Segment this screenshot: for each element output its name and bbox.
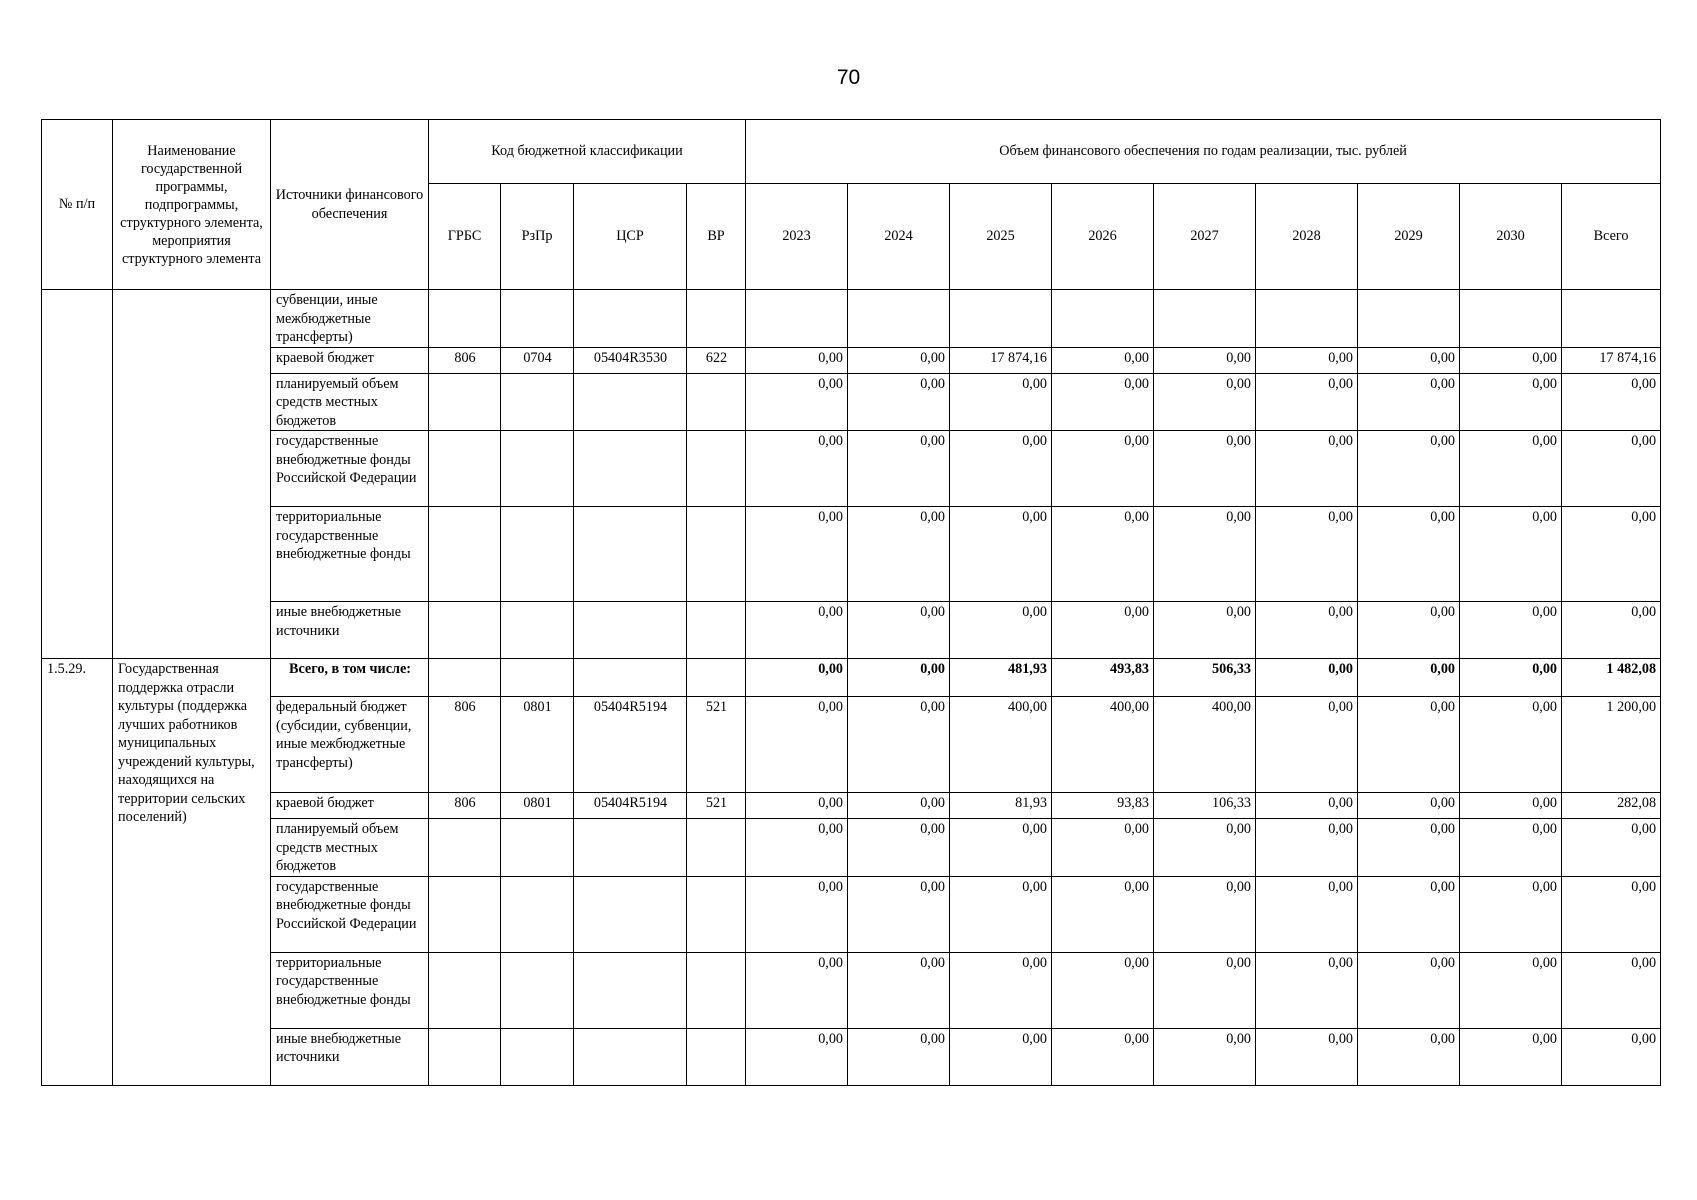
year-value-cell: 0,00 bbox=[848, 697, 950, 793]
year-value-cell: 0,00 bbox=[848, 602, 950, 659]
year-value-cell: 0,00 bbox=[1154, 876, 1256, 952]
total-value-cell: 0,00 bbox=[1562, 876, 1661, 952]
year-value-cell: 0,00 bbox=[950, 819, 1052, 877]
year-value-cell: 0,00 bbox=[1358, 1028, 1460, 1085]
year-value-cell: 0,00 bbox=[746, 347, 848, 373]
year-value-cell: 0,00 bbox=[1052, 952, 1154, 1028]
row-number-cell bbox=[42, 290, 113, 659]
budget-code-cell bbox=[574, 876, 687, 952]
budget-code-cell: 05404R3530 bbox=[574, 347, 687, 373]
header-source: Источники финансового обеспечения bbox=[271, 120, 429, 290]
budget-code-cell: 806 bbox=[429, 347, 501, 373]
year-value-cell: 0,00 bbox=[1052, 431, 1154, 507]
page-number: 70 bbox=[836, 66, 861, 89]
row-number-cell: 1.5.29. bbox=[42, 659, 113, 1086]
budget-code-cell: 521 bbox=[687, 697, 746, 793]
year-value-cell: 0,00 bbox=[1154, 373, 1256, 431]
budget-code-cell bbox=[687, 431, 746, 507]
year-value-cell bbox=[746, 290, 848, 348]
budget-code-cell bbox=[429, 602, 501, 659]
year-value-cell bbox=[1460, 290, 1562, 348]
total-value-cell: 0,00 bbox=[1562, 431, 1661, 507]
year-value-cell: 0,00 bbox=[1460, 431, 1562, 507]
total-value-cell: 1 200,00 bbox=[1562, 697, 1661, 793]
year-value-cell: 0,00 bbox=[1256, 1028, 1358, 1085]
year-value-cell: 0,00 bbox=[848, 876, 950, 952]
budget-table bbox=[41, 119, 1661, 1086]
budget-code-cell bbox=[687, 373, 746, 431]
year-value-cell: 0,00 bbox=[848, 659, 950, 697]
budget-code-cell bbox=[501, 876, 574, 952]
header-code-grbs: ГРБС bbox=[429, 184, 501, 290]
year-value-cell: 0,00 bbox=[848, 347, 950, 373]
year-value-cell: 0,00 bbox=[1052, 507, 1154, 602]
budget-code-cell bbox=[501, 952, 574, 1028]
year-value-cell: 0,00 bbox=[1358, 602, 1460, 659]
year-value-cell: 0,00 bbox=[1358, 373, 1460, 431]
table-row bbox=[42, 793, 1661, 819]
budget-code-cell bbox=[687, 507, 746, 602]
year-value-cell: 0,00 bbox=[1358, 697, 1460, 793]
year-value-cell: 0,00 bbox=[746, 952, 848, 1028]
budget-code-cell bbox=[501, 431, 574, 507]
total-value-cell: 0,00 bbox=[1562, 819, 1661, 877]
budget-code-cell bbox=[429, 819, 501, 877]
year-value-cell: 0,00 bbox=[1052, 347, 1154, 373]
year-value-cell: 0,00 bbox=[1460, 697, 1562, 793]
budget-code-cell bbox=[574, 1028, 687, 1085]
header-year: 2026 bbox=[1052, 184, 1154, 290]
budget-code-cell bbox=[687, 602, 746, 659]
year-value-cell: 400,00 bbox=[950, 697, 1052, 793]
year-value-cell: 0,00 bbox=[950, 952, 1052, 1028]
funding-source-cell: краевой бюджет bbox=[271, 793, 429, 819]
budget-code-cell bbox=[574, 431, 687, 507]
header-budget-code-group: Код бюджетной классификации bbox=[429, 120, 746, 184]
year-value-cell: 0,00 bbox=[1154, 819, 1256, 877]
year-value-cell: 0,00 bbox=[1256, 819, 1358, 877]
budget-code-cell: 0801 bbox=[501, 793, 574, 819]
funding-source-cell: планируемый объем средств местных бюджетов bbox=[271, 819, 429, 877]
year-value-cell: 0,00 bbox=[1052, 602, 1154, 659]
year-value-cell: 0,00 bbox=[746, 819, 848, 877]
funding-source-cell: государственные внебюджетные фонды Российской Федерации bbox=[271, 431, 429, 507]
year-value-cell: 0,00 bbox=[848, 431, 950, 507]
measure-name-cell bbox=[113, 290, 271, 659]
year-value-cell bbox=[1256, 290, 1358, 348]
budget-code-cell bbox=[574, 602, 687, 659]
budget-code-cell bbox=[501, 819, 574, 877]
total-value-cell: 282,08 bbox=[1562, 793, 1661, 819]
year-value-cell: 0,00 bbox=[848, 952, 950, 1028]
funding-source-cell: планируемый объем средств местных бюджетов bbox=[271, 373, 429, 431]
budget-code-cell bbox=[429, 507, 501, 602]
table-row bbox=[42, 431, 1661, 507]
year-value-cell: 0,00 bbox=[1154, 952, 1256, 1028]
year-value-cell: 0,00 bbox=[1460, 793, 1562, 819]
year-value-cell: 506,33 bbox=[1154, 659, 1256, 697]
year-value-cell: 17 874,16 bbox=[950, 347, 1052, 373]
header-year: 2025 bbox=[950, 184, 1052, 290]
year-value-cell: 0,00 bbox=[746, 373, 848, 431]
year-value-cell: 400,00 bbox=[1052, 697, 1154, 793]
year-value-cell: 0,00 bbox=[1358, 952, 1460, 1028]
year-value-cell: 0,00 bbox=[1358, 507, 1460, 602]
funding-source-cell: федеральный бюджет (субсидии, субвенции, иные межбюджетные трансферты) bbox=[271, 697, 429, 793]
table-row bbox=[42, 373, 1661, 431]
year-value-cell: 0,00 bbox=[1460, 876, 1562, 952]
budget-code-cell bbox=[429, 659, 501, 697]
year-value-cell: 0,00 bbox=[950, 373, 1052, 431]
year-value-cell: 0,00 bbox=[848, 793, 950, 819]
year-value-cell: 0,00 bbox=[746, 876, 848, 952]
budget-code-cell bbox=[429, 290, 501, 348]
year-value-cell: 93,83 bbox=[1052, 793, 1154, 819]
header-code-csr: ЦСР bbox=[574, 184, 687, 290]
funding-source-cell: иные внебюджетные источники bbox=[271, 602, 429, 659]
year-value-cell: 481,93 bbox=[950, 659, 1052, 697]
year-value-cell: 0,00 bbox=[1256, 373, 1358, 431]
budget-code-cell bbox=[687, 1028, 746, 1085]
budget-code-cell bbox=[501, 659, 574, 697]
funding-source-cell: краевой бюджет bbox=[271, 347, 429, 373]
budget-code-cell: 806 bbox=[429, 697, 501, 793]
year-value-cell: 0,00 bbox=[1358, 347, 1460, 373]
year-value-cell: 0,00 bbox=[1460, 659, 1562, 697]
budget-code-cell: 0801 bbox=[501, 697, 574, 793]
budget-code-cell bbox=[687, 819, 746, 877]
budget-code-cell bbox=[574, 507, 687, 602]
budget-code-cell: 05404R5194 bbox=[574, 793, 687, 819]
year-value-cell: 0,00 bbox=[1256, 793, 1358, 819]
budget-code-cell: 0704 bbox=[501, 347, 574, 373]
table-row bbox=[42, 876, 1661, 952]
budget-code-cell bbox=[687, 290, 746, 348]
funding-source-cell: Всего, в том числе: bbox=[271, 659, 429, 697]
table-row bbox=[42, 659, 1661, 697]
year-value-cell: 0,00 bbox=[1358, 431, 1460, 507]
table-row bbox=[42, 697, 1661, 793]
table-row bbox=[42, 290, 1661, 348]
year-value-cell: 0,00 bbox=[1154, 347, 1256, 373]
total-value-cell bbox=[1562, 290, 1661, 348]
budget-code-cell: 622 bbox=[687, 347, 746, 373]
year-value-cell: 0,00 bbox=[1358, 793, 1460, 819]
total-value-cell: 0,00 bbox=[1562, 1028, 1661, 1085]
budget-code-cell: 521 bbox=[687, 793, 746, 819]
header-name: Наименование государственной программы, подпрограммы, структурного элемента, мероприятия структурного элемента bbox=[113, 120, 271, 290]
total-value-cell: 0,00 bbox=[1562, 602, 1661, 659]
funding-source-cell: государственные внебюджетные фонды Российской Федерации bbox=[271, 876, 429, 952]
year-value-cell: 0,00 bbox=[1154, 507, 1256, 602]
budget-code-cell: 05404R5194 bbox=[574, 697, 687, 793]
budget-code-cell: 806 bbox=[429, 793, 501, 819]
year-value-cell: 0,00 bbox=[848, 1028, 950, 1085]
total-value-cell: 0,00 bbox=[1562, 952, 1661, 1028]
year-value-cell bbox=[848, 290, 950, 348]
budget-code-cell bbox=[687, 659, 746, 697]
year-value-cell: 0,00 bbox=[1460, 952, 1562, 1028]
year-value-cell: 0,00 bbox=[746, 602, 848, 659]
budget-code-cell bbox=[574, 659, 687, 697]
header-volume-group: Объем финансового обеспечения по годам реализации, тыс. рублей bbox=[746, 120, 1661, 184]
year-value-cell: 0,00 bbox=[746, 1028, 848, 1085]
year-value-cell: 0,00 bbox=[1460, 347, 1562, 373]
total-value-cell: 17 874,16 bbox=[1562, 347, 1661, 373]
table-row bbox=[42, 602, 1661, 659]
table-header bbox=[42, 120, 1661, 290]
year-value-cell: 0,00 bbox=[1256, 659, 1358, 697]
header-row-number: № п/п bbox=[42, 120, 113, 290]
year-value-cell: 0,00 bbox=[1052, 876, 1154, 952]
budget-code-cell bbox=[574, 373, 687, 431]
header-total: Всего bbox=[1562, 184, 1661, 290]
header-code-vr: ВР bbox=[687, 184, 746, 290]
year-value-cell: 0,00 bbox=[1256, 697, 1358, 793]
budget-code-cell bbox=[429, 1028, 501, 1085]
budget-code-cell bbox=[429, 431, 501, 507]
year-value-cell: 0,00 bbox=[1460, 819, 1562, 877]
budget-code-cell bbox=[501, 507, 574, 602]
year-value-cell: 400,00 bbox=[1154, 697, 1256, 793]
year-value-cell: 106,33 bbox=[1154, 793, 1256, 819]
budget-code-cell bbox=[429, 876, 501, 952]
header-year: 2024 bbox=[848, 184, 950, 290]
year-value-cell bbox=[1052, 290, 1154, 348]
budget-code-cell bbox=[501, 1028, 574, 1085]
total-value-cell: 0,00 bbox=[1562, 507, 1661, 602]
header-code-rzpr: РзПр bbox=[501, 184, 574, 290]
header-year: 2027 bbox=[1154, 184, 1256, 290]
measure-name-cell: Государственная поддержка отрасли культуры (поддержка лучших работников муниципальных учреждений культуры, находящихся на территории сельских поселений) bbox=[113, 659, 271, 1086]
year-value-cell: 0,00 bbox=[848, 373, 950, 431]
year-value-cell: 0,00 bbox=[1052, 1028, 1154, 1085]
header-year: 2029 bbox=[1358, 184, 1460, 290]
table-row bbox=[42, 1028, 1661, 1085]
budget-code-cell bbox=[574, 290, 687, 348]
year-value-cell: 493,83 bbox=[1052, 659, 1154, 697]
year-value-cell: 0,00 bbox=[848, 507, 950, 602]
year-value-cell bbox=[950, 290, 1052, 348]
year-value-cell: 0,00 bbox=[746, 659, 848, 697]
year-value-cell: 0,00 bbox=[746, 793, 848, 819]
year-value-cell bbox=[1358, 290, 1460, 348]
year-value-cell: 0,00 bbox=[1256, 507, 1358, 602]
year-value-cell bbox=[1154, 290, 1256, 348]
table-body bbox=[42, 290, 1661, 1086]
funding-source-cell: территориальные государственные внебюджетные фонды bbox=[271, 507, 429, 602]
year-value-cell: 0,00 bbox=[1358, 659, 1460, 697]
year-value-cell: 0,00 bbox=[1154, 1028, 1256, 1085]
total-value-cell: 1 482,08 bbox=[1562, 659, 1661, 697]
budget-code-cell bbox=[501, 373, 574, 431]
budget-code-cell bbox=[429, 373, 501, 431]
year-value-cell: 0,00 bbox=[950, 507, 1052, 602]
header-year: 2028 bbox=[1256, 184, 1358, 290]
funding-source-cell: территориальные государственные внебюджетные фонды bbox=[271, 952, 429, 1028]
year-value-cell: 0,00 bbox=[746, 431, 848, 507]
header-year: 2023 bbox=[746, 184, 848, 290]
funding-source-cell: субвенции, иные межбюджетные трансферты) bbox=[271, 290, 429, 348]
budget-code-cell bbox=[429, 952, 501, 1028]
year-value-cell: 0,00 bbox=[1256, 431, 1358, 507]
total-value-cell: 0,00 bbox=[1562, 373, 1661, 431]
year-value-cell: 0,00 bbox=[1052, 373, 1154, 431]
budget-code-cell bbox=[574, 952, 687, 1028]
year-value-cell: 0,00 bbox=[1154, 431, 1256, 507]
table-row bbox=[42, 347, 1661, 373]
year-value-cell: 0,00 bbox=[1460, 373, 1562, 431]
year-value-cell: 0,00 bbox=[1154, 602, 1256, 659]
year-value-cell: 0,00 bbox=[950, 602, 1052, 659]
year-value-cell: 81,93 bbox=[950, 793, 1052, 819]
year-value-cell: 0,00 bbox=[1358, 876, 1460, 952]
year-value-cell: 0,00 bbox=[1256, 347, 1358, 373]
budget-code-cell bbox=[501, 290, 574, 348]
year-value-cell: 0,00 bbox=[950, 431, 1052, 507]
year-value-cell: 0,00 bbox=[1256, 602, 1358, 659]
header-year: 2030 bbox=[1460, 184, 1562, 290]
year-value-cell: 0,00 bbox=[950, 1028, 1052, 1085]
budget-code-cell bbox=[687, 876, 746, 952]
budget-code-cell bbox=[574, 819, 687, 877]
year-value-cell: 0,00 bbox=[1256, 876, 1358, 952]
year-value-cell: 0,00 bbox=[848, 819, 950, 877]
year-value-cell: 0,00 bbox=[950, 876, 1052, 952]
table-row bbox=[42, 819, 1661, 877]
funding-source-cell: иные внебюджетные источники bbox=[271, 1028, 429, 1085]
year-value-cell: 0,00 bbox=[1052, 819, 1154, 877]
year-value-cell: 0,00 bbox=[1460, 602, 1562, 659]
year-value-cell: 0,00 bbox=[746, 507, 848, 602]
year-value-cell: 0,00 bbox=[1256, 952, 1358, 1028]
budget-code-cell bbox=[501, 602, 574, 659]
budget-code-cell bbox=[687, 952, 746, 1028]
year-value-cell: 0,00 bbox=[1358, 819, 1460, 877]
table-row bbox=[42, 507, 1661, 602]
year-value-cell: 0,00 bbox=[1460, 507, 1562, 602]
table-row bbox=[42, 952, 1661, 1028]
year-value-cell: 0,00 bbox=[746, 697, 848, 793]
year-value-cell: 0,00 bbox=[1460, 1028, 1562, 1085]
